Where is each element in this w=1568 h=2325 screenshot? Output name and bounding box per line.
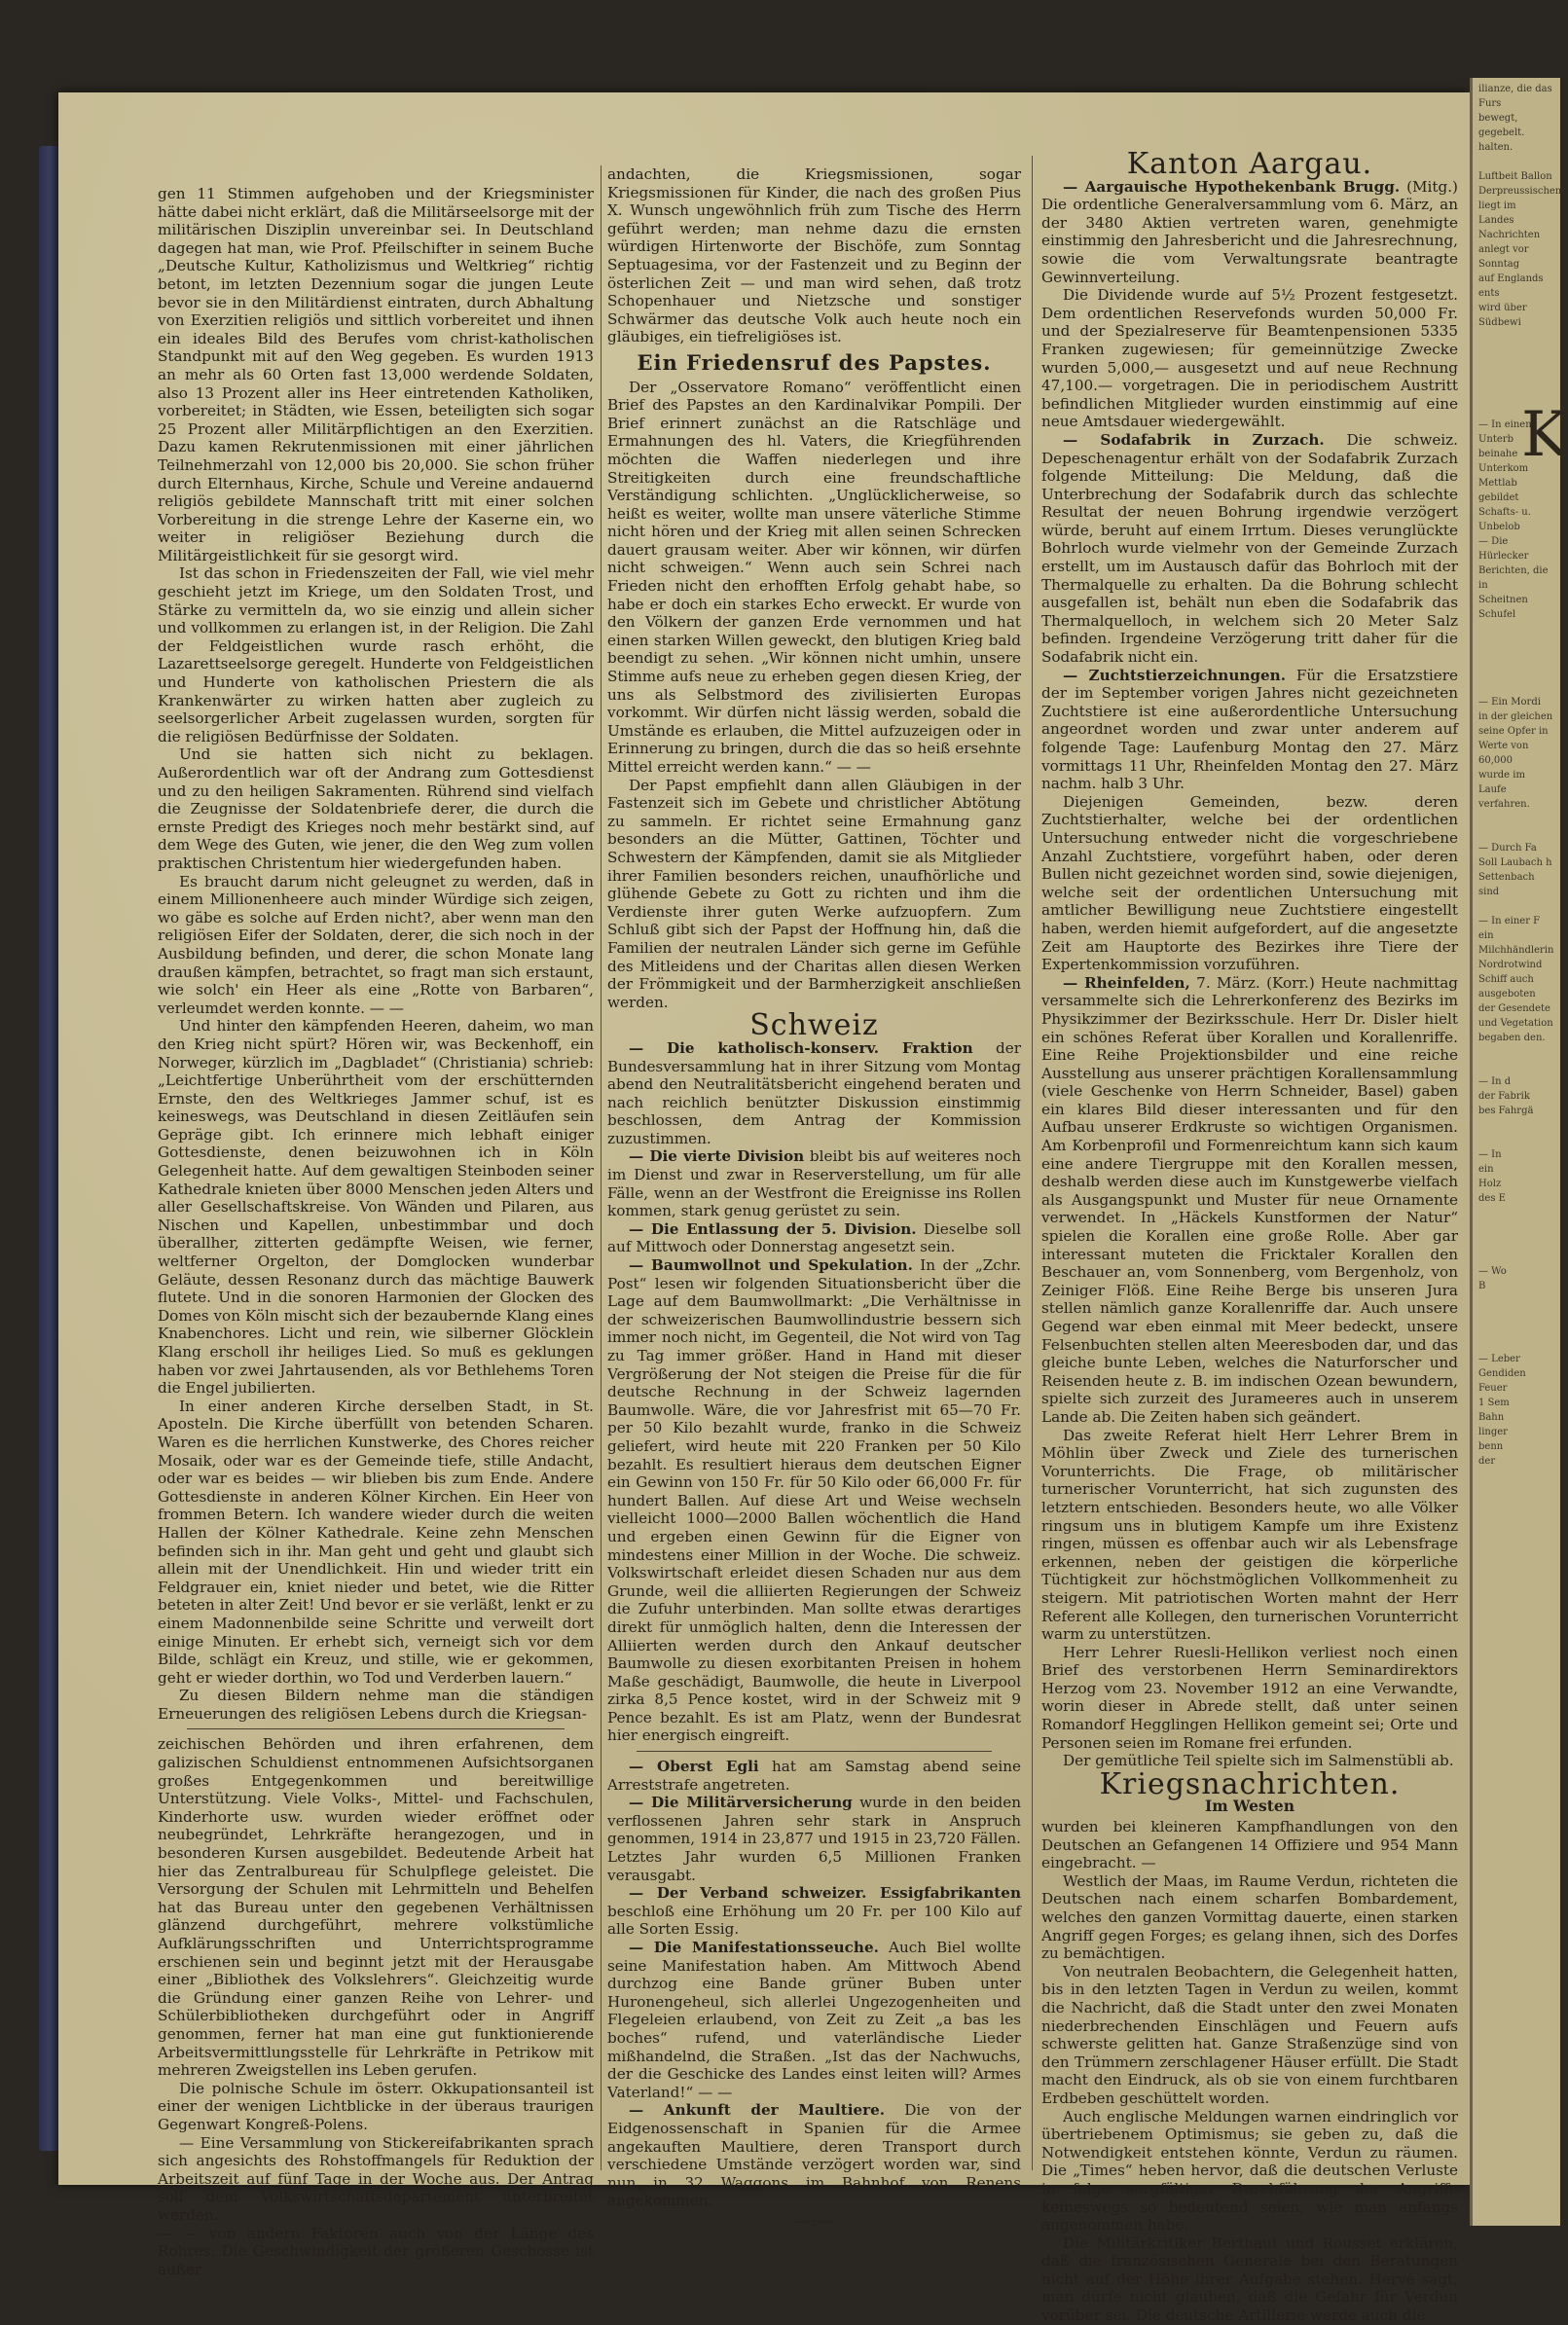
article-paragraph: Westlich der Maas, im Raume Verdun, richteten die Deutschen nach einem scharfen Bombardement, welches den ganzen Vormittag dauerte, einen starken Angriff gegen Forges; es gelang ihnen, sich des Dorfes zu bemächtigen. xyxy=(1041,1871,1458,1963)
section-divider xyxy=(637,1751,992,1752)
article-paragraph: — — von andern Faktoren auch von der Länge des Rohres. Die Geschwindigkeit der größeren Geschosse ist außer xyxy=(158,2224,594,2278)
item-text: In der „Zchr. Post“ lesen wir folgenden Situationsbericht über die Lage auf dem Baumwollmarkt: „Die Verhältnisse in der schweizerischen Baumwollindustrie bessern sich immer noch nicht, im Gegenteil, die Not wird von Tag zu Tag immer größer. Hand in Hand mit dieser Vergrößerung der Not steigen die Preise für die für deutsche Rechnung in der Schweiz lagernden Baumwolle. Wäre, die vor Jahresfrist mit 65—70 Fr. per 50 Kilo bezahlt wurde, franko in die Schweiz geliefert, wird heute mit 220 Franken per 50 Kilo bezahlt. Es resultiert hieraus dem deutschen Eigner ein Gewinn von 150 Fr. für 50 Kilo oder 66,000 Fr. für hundert Ballen. Auf diese Art und Weise wechseln vielleicht 1000—2000 Ballen wöchentlich die Hand und ergeben einen Gewinn für die Eigner von mindestens einer Million in der Woche. Die schweiz. Volkswirtschaft erleidet diesen Schaden nur aus dem Grunde, weil die alliierten Regierungen der Schweiz die Zufuhr unterbinden. Man sollte etwas derartiges direkt für unmöglich halten, denn die Interessen der Alliierten werden durch den Ankauf deutscher Baumwolle zu diesen exorbitanten Preisen in hohem Maße geschädigt, Baumwolle, die heute in Liverpool zirka 8,5 Pence kostet, wird in der Schweiz mit 9 Pence bezahlt. Es ist am Platz, wenn der Bundesrat hier energisch eingreift. xyxy=(607,1256,1021,1745)
item-text: bleibt bis auf weiteres noch im Dienst und zwar in Reserverstellung, um für alle Fälle, wenn an der Westfront die Ereignisse ins Rollen kommen, stark genug gerüstet zu sein. xyxy=(607,1147,1021,1220)
article-paragraph: andachten, die Kriegsmissionen, sogar Kriegsmissionen für Kinder, die nach des großen Pius X. Wunsch ungewöhnlich früh zum Tische des Herrn geführt werden; man nehme dazu die ernsten würdigen Hirtenworte der Bischöfe, zum Sonntag Septuagesima, vor der Fastenzeit und zu Beginn der österlichen Zeit — und man wird sehen, daß trotz Schopenhauer und Nietzsche und sonstiger Schwärmer das deutsche Volk auch heute noch ein gläubiges, ein tiefreligiöses ist. xyxy=(607,165,1021,346)
item-text: wurde in den beiden verflossenen Jahren sehr stark in Anspruch genommen, 1914 in 23,877 und 1915 in 23,720 Fällen. Letztes Jahr wurden 6,5 Millionen Franken verausgabt. xyxy=(607,1794,1021,1884)
column-1 xyxy=(158,185,594,2278)
item-lead: — Die Entlassung der 5. Division. xyxy=(629,1219,917,1238)
column-2 xyxy=(607,165,1022,2230)
headline-friedensruf: Ein Friedensruf des Papstes. xyxy=(637,349,992,375)
section-heading-kriegsnachrichten: Kriegsnachrichten. xyxy=(1099,1766,1401,1801)
adjacent-page-edge xyxy=(1470,78,1568,2226)
article-paragraph: zeichischen Behörden und ihren erfahrenen, dem galizischen Schuldienst entnommenen Aufsichtsorganen großes Entgegenkommen und bereitwillige Unterstützung. Viele Volks-, Mittel- und Fachschulen, Kinderhorte usw. wurden wieder eröffnet oder neubegründet, Lehrkräfte herangezogen, und in besonderen Kursen ausgebildet. Bedeutende Arbeit hat hier das Zentralbureau für Schulpflege geleistet. Die Versorgung der Schulen mit Lehrmitteln und Behelfen hat das Bureau unter den gegebenen Verhältnissen glänzend durchgeführt, mehrere volkstümliche Aufklärungsschriften und Unterrichtsprogramme erschienen sein und beginnt jetzt mit der Herausgabe einer „Bibliothek des Volkslehrers“. Gleichzeitig wurde die Gründung einer ganzen Reihe von Lehrer- und Schülerbibliotheken durchgeführt oder in Angriff genommen, ferner hat man eine gut funktionierende Arbeitsvermittlungsstelle für Lehrkräfte in Petrikow mit mehreren Zweigstellen ins Leben gerufen. xyxy=(158,1735,594,2080)
book-spine xyxy=(39,146,60,2151)
article-paragraph: Die Militärkritiker Berthaut und Rousset erklären, daß die französischen Generale bei den Beratungen nicht auf der Höhe ihrer Aufgabe stehen. Hervé sagt, man dürfe nicht glauben, daß die Gefahr für Verdun vorüber sei. Die deutsche Artillerie werde auch die xyxy=(1041,2234,1458,2325)
item-lead: — Aargauische Hypothekenbank Brugg. xyxy=(1063,177,1401,196)
adjacent-page-fragments: ilianze, die das Furs bewegt, gegebelt. halten. Luftbeit Ballon Derpreussischen liegt im Landes Nachrichten anlegt vor Sonntag auf Englands ents wird über Südbewi — In einem Unterb beinahe Unterkom Mettlab gebildet Schafts- u. Unbelob — Die Hürlecker Berichten, die in Scheitnen Schufel — Ein Mordi in der gleichen seine Opfer in Werte von 60,000 wurde im Laufe verfahren. — Durch Fa Soll Laubach h Settenbach sind — In einer F ein Milchhändlerin Nordrotwind Schiff auch ausgeboten der Gesendete und Vegetation begaben den. — In d der Fabrik bes Fahrgä — In ein Holz des E — Wo B — Leber Gendiden Feuer 1 Sem Bahn linger benn der xyxy=(1478,84,1562,1467)
item-lead: — Der Verband schweizer. Essigfabrikanten xyxy=(629,1884,1021,1903)
item-text: Die von der Eidgenossenschaft in Spanien für die Armee angekauften Maultiere, deren Transport durch verschiedene Umstände verzögert worden war, sind nun in 32 Waggons im Bahnhof von Renens angekommen. xyxy=(607,2101,1021,2210)
section-heading-schweiz: Schweiz xyxy=(749,1008,879,1043)
column-3 xyxy=(1041,147,1458,2325)
article-paragraph: Und hinter den kämpfenden Heeren, daheim, wo man den Krieg nicht spürt? Hören wir, was Beckenhoff, ein Norweger, kürzlich im „Dagbladet“ (Christiania) schrieb: „Leichtfertige Unberührtheit vom der erschütternden Ernste, den des Weltkrieges Jammer schuf, ist es keineswegs, was Deutschland in diesen Zeitläufen sein Gepräge gibt. Ich erinnere mich lebhaft einiger Gottesdienste, denen beizuwohnen ich in Köln Gelegenheit hatte. Auf dem gewaltigen Steinboden seiner Kathedrale knieten über 8000 Menschen jeden Alters und aller Gesellschaftskreise. Von Wänden und Pilaren, aus Nischen und Kapellen, unbestimmbar und doch überallher, zitterten gedämpfte Weisen, wie ferner, weltferner Orgelton, der Domglocken wunderbar Geläute, dessen Resonanz durch das mächtige Bauwerk flutete. Und in die sonoren Harmonien der Glocken des Domes von Köln mischt sich der bezaubernde Klang eines Knabenchores. Licht und rein, wie silberner Glöcklein Klang erscholl ihr heiliges Lied. So muß es geklungen haben vor zwei Jahrtausenden, als vor Bethlehems Toren die Engel jubilierten. xyxy=(158,1017,594,1398)
item-lead: — Ankunft der Maultiere. xyxy=(629,2101,886,2120)
article-paragraph: Es braucht darum nicht geleugnet zu werden, daß in einem Millionenheere auch minder Würdige sich zeigen, wo gäbe es solche auf Erden nicht?, aber wenn man den religiösen Eifer der Soldaten, derer, die sich noch in der Ausbildung befinden, und derer, die schon Monate lang draußen kämpfen, betrachtet, so fragt man sich erstaunt, wie solch' ein Heer als eine „Rotte von Barbaren“, verleumdet werden konnte. — — xyxy=(158,872,594,1017)
article-paragraph: Die polnische Schule im österr. Okkupationsanteil ist einer der wenigen Lichtblicke in der überaus traurigen Gegenwart Kongreß-Polens. xyxy=(158,2079,594,2133)
article-paragraph: Diejenigen Gemeinden, bezw. deren Zuchtstierhalter, welche bei der ordentlichen Untersuchung entweder nicht die vorgeschriebene Anzahl Zuchtstiere, vorgeführt haben, oder deren Bullen nicht gezeichnet worden sind, sowie diejenigen, welche seit der ordentlichen Untersuchung mit amtlicher Bewilligung neue Zuchtstiere eingestellt haben, werden hiemit aufgefordert, auf die angesetzte Zeit am Hauptorte des Bezirkes ihre Tiere der Expertenkommission vorzuführen. xyxy=(1041,792,1458,974)
section-heading-kanton-aargau: Kanton Aargau. xyxy=(1126,147,1373,181)
item-lead: — Die Manifestationsseuche. xyxy=(629,1939,879,1956)
item-text: 7. März. (Korr.) Heute nachmittag versammelte sich die Lehrerkonferenz des Bezirks im Physikzimmer der Bezirksschule. Herr Dr. Disler hielt ein schönes Referat über Korallen und Korallenriffe. Eine Reihe Projektionsbilder und eine reiche Ausstellung aus unserer prächtigen Korallensammlung (viele Geschenke von Herrn Schneider, Basel) gaben ein klares Bild dieser interessanten und für den Aufbau unserer Erdkruste so wichtigen Organismen. Am Korbenprofil und Formenreichtum kann sich kaum eine andere Tiergruppe mit den Korallen messen, deshalb werden diese auch im Kunstgewerbe vielfach als Ausgangspunkt und Muster für neue Ornamente verwendet. In „Häckels Kunstformen der Natur“ spielen die Korallen eine große Rolle. Aber gar interessant muteten die Fricktaler Korallen den Beschauer an, vom Sonnenberg, vom Bergenholz, von Zeiniger Flöß. Eine Reihe Berge bis unseren Jura stellen nämlich ganze Korallenriffe dar. Auch unsere Gegend war eben einmal mit Meer bedeckt, unsere Felsenbuchten stellen alten Meeresboden dar, und das gleiche bunte Leben, welches die Naturforscher und Reisenden heute z. B. im indischen Ozean bewundern, spielte sich zurzeit des Jurameeres auch in unserem Lande ab. Die Zeiten haben sich geändert. xyxy=(1041,973,1458,1426)
article-paragraph: Und sie hatten sich nicht zu beklagen. Außerordentlich war oft der Andrang zum Gottesdienst und zu den heiligen Sakramenten. Rührend sind vielfach die Zeugnisse der Soldatenbriefe derer, die durch die ernste Predigt des Krieges noch mehr bestärkt sind, auf dem Wege des Guten, wie jener, die den Weg zum vollen praktischen Christentum hier wiedergefunden haben. xyxy=(158,745,594,872)
end-separator: —:— xyxy=(793,2211,835,2230)
item-lead: — Die vierte Division xyxy=(629,1147,805,1166)
item-text: hat am Samstag abend seine Arreststrafe angetreten. xyxy=(607,1758,1022,1794)
item-lead: — Die katholisch-konserv. Fraktion xyxy=(629,1038,973,1057)
column-rule-1 xyxy=(601,165,602,2170)
item-text: Für die Ersatzstiere der im September vorigen Jahres nicht gezeichneten Zuchtstiere ist eine außerordentliche Untersuchung angeordnet worden und zwar unter anderem auf folgende Tage: Laufenburg Montag den 27. März vormittags 11 Uhr, Rheinfelden Montag den 27. März nachm. halb 3 Uhr. xyxy=(1041,666,1458,793)
article-paragraph: Der „Osservatore Romano“ veröffentlicht einen Brief des Papstes an den Kardinalvikar Pompili. Der Brief erinnert zunächst an die Ratschläge und Ermahnungen des hl. Vaters, die Kriegführenden möchten die Waffen niederlegen und ihre Streitigkeiten durch eine freundschaftliche Verständigung schlichten. „Unglücklicherweise, so heißt es weiter, wollte man unsere väterliche Stimme nicht hören und der Krieg mit allen seinen Schrecken dauert grausam weiter. Aber wir können, wir dürfen nicht schweigen.“ Wenn auch sein Schrei nach Frieden nicht den erhofften Erfolg gehabt habe, so habe er doch ein starkes Echo erweckt. Er wurde von den Völkern der ganzen Erde vernommen und hat einen starken Willen geweckt, den blutigen Krieg bald beendigt zu sehen. „Wir können nicht umhin, unsere Stimme aufs neue zu erheben gegen diesen Krieg, der uns als Selbstmord des zivilisierten Europas vorkommt. Wir dürfen nicht lässig werden, sobald die Umstände es erlauben, die Mittel aufzuzeigen oder in Erinnerung zu bringen, durch die das so heiß ersehnte Mittel erreicht werden kann.“ — — xyxy=(607,378,1021,776)
item-text: der Bundesversammlung hat in ihrer Sitzung vom Montag abend den Neutralitätsbericht eingehend beraten und nach reichlich benützter Diskussion einstimmig beschlossen, dem Antrag der Kommission zuzustimmen. xyxy=(607,1038,1021,1147)
item-text: Auch Biel wollte seine Manifestation haben. Am Mittwoch Abend durchzog eine Bande grüner Buben unter Huronengeheul, sich allerlei Ungezogenheiten und Flegeleien erlaubend, von Zeit zu Zeit „a bas les boches“ rufend, und vaterländische Lieder mißhandelnd, die Straßen. „Ist das der Nachwuchs, der die Geschicke des Landes einst leiten will? Armes Vaterland!“ — — xyxy=(607,1939,1021,2101)
column-rule-2 xyxy=(1032,156,1033,2170)
article-paragraph: Auch englische Meldungen warnen eindringlich vor übertriebenem Optimismus; sie geben zu, daß die Notwendigkeit entstehen könnte, Verdun zu räumen. Die „Times“ heben hervor, daß die deutschen Verluste in folge sorgfältiger Durchführung der Angriffe keineswegs so bedeutend seien, wie man anfangs angenommen habe. xyxy=(1041,2107,1458,2234)
item-text: beschloß eine Erhöhung um 20 Fr. per 100 Kilo auf alle Sorten Essig. xyxy=(607,1902,1021,1939)
article-paragraph: gen 11 Stimmen aufgehoben und der Kriegsminister hätte dabei nicht erklärt, daß die Militärseelsorge mit der militärischen Disziplin unvereinbar sei. In Deutschland dagegen hat man, wie Prof. Pfeilschifter in seinem Buche „Deutsche Kultur, Katholizismus und Weltkrieg“ richtig betont, im letzten Dezennium sogar die jungen Leute bevor sie in den Militärdienst eintraten, durch Abhaltung von Exerzitien religiös und sittlich vorbereitet und ihnen ein ideales Bild des Berufes vom christ-katholischen Standpunkt mit auf den Weg gegeben. Es wurden 1913 an mehr als 60 Orten fast 13,000 werdende Soldaten, also 13 Prozent aller ins Heer eintretenden Katholiken, vorbereitet; in Städten, wie Essen, beteiligten sich sogar 25 Prozent aller Militärpflichtigen an den Exerzitien. Dazu kamen Rekrutenmissionen mit einer jährlichen Teilnehmerzahl von 12,000 bis 20,000. Sie schon früher durch Elternhaus, Kirche, Schule und Vereine andauernd religiös gebildete Mannschaft tritt mit einer solchen Vorbereitung in die strenge Lehre der Kaserne ein, wo weiter in religiöser Beziehung durch die Militärgeistlichkeit für sie gesorgt wird. xyxy=(158,185,594,564)
item-text: Die schweiz. Depeschenagentur erhält von der Sodafabrik Zurzach folgende Mitteilung: Die Meldung, daß die Unterbrechung der Sodafabrik durch das schlechte Resultat der neuen Bohrung irgendwie verzögert würde, beruht auf einem Irrtum. Dieses verunglückte Bohrloch wurde vielmehr von der Gemeinde Zurzach erstellt, um im Austausch dafür das Bohrloch mit der Thermalquelle zu erhalten. Da die Bohrung schlecht ausgefallen ist, behält nun eben die Sodafabrik das Thermalquelloch, in welchem sich 20 Meter Salz befinden. Irgendeine Verzögerung tritt daher für die Sodafabrik nicht ein. xyxy=(1041,430,1458,667)
article-paragraph: Der gemütliche Teil spielte sich im Salmenstübli ab. xyxy=(1063,1752,1454,1770)
article-paragraph: Von neutralen Beobachtern, die Gelegenheit hatten, bis in den letzten Tagen in Verdun zu weilen, kommt die Nachricht, daß die Stadt unter den zwei Monaten niederbrechenden Einschlägen und Feuern aufs schwerste gelitten hat. Ganze Straßenzüge sind von den Trümmern zerschlagener Häuser erfüllt. Die Stadt macht den Eindruck, als ob sie von einem furchtbaren Erdbeben geschüttelt worden. xyxy=(1041,1962,1458,2107)
item-text: (Mitg.) Die ordentliche Generalversammlung vom 6. März, an der 3480 Aktien vertreten waren, genehmigte einstimmig den Jahresbericht und die Jahresrechnung, sowie die vom Verwaltungsrate beantragte Gewinnverteilung. xyxy=(1041,177,1458,286)
item-text: Dieselbe soll auf Mittwoch oder Donnerstag angesetzt sein. xyxy=(607,1219,1021,1256)
article-paragraph: Das zweite Referat hielt Herr Lehrer Brem in Möhlin über Zweck und Ziele des turnerischen Vorunterrichts. Die Frage, ob militärischer turnerischer Vorunterricht, hat sich zugunsten des letztern entschieden. Besonders heute, wo alle Völker ringsum uns in blutigem Kampfe um ihre Existenz ringen, müssen es offenbar auch wir als Lebensfrage erkennen, neben der geistigen die körperliche Tüchtigkeit zur höchstmöglichen Vollkommenheit zu steigern. Mit patriotischen Worten mahnt der Herr Referent alle Kollegen, den turnerischen Vorunterricht warm zu unterstützen. xyxy=(1041,1426,1458,1644)
section-divider xyxy=(187,1728,565,1729)
item-lead: — Die Militärversicherung xyxy=(629,1794,853,1812)
article-paragraph: Der Papst empfiehlt dann allen Gläubigen in der Fastenzeit sich im Gebete und christlicher Abtötung zu sammeln. Er richtet seine Ermahnung ganz besonders an die Mütter, Gattinen, Töchter und Schwestern der Kämpfenden, damit sie als Mitglieder ihrer Familien besonders reichen, unaufhörliche und glühende Gebete zu Gott zu richten und ihm die Verdienste ihrer guten Werke aufzuopfern. Zum Schluß gibt sich der Papst der Hoffnung hin, daß die Familien der neutralen Länder sich gerne im Gefühle des Mitleidens und der Charitas allen diesen Werken der Frömmigkeit und der Barmherzigkeit anschließen werden. xyxy=(607,776,1021,1011)
article-paragraph: Herr Lehrer Ruesli-Hellikon verliest noch einen Brief des verstorbenen Herrn Seminardirektors Herzog vom 23. November 1912 an eine Verwandte, worin dieser in Abrede stellt, daß unter seinen Romandorf Hegglingen Hellikon gemeint sei; Orte und Personen seien im Romane frei erfunden. xyxy=(1041,1643,1458,1752)
subheading-im-westen: Im Westen xyxy=(1204,1797,1295,1816)
item-lead: — Oberst Egli xyxy=(629,1758,759,1776)
article-paragraph: — Eine Versammlung von Stickereifabrikanten sprach sich angesichts des Rohstoffmangels für Reduktion der Arbeitszeit auf fünf Tage in der Woche aus. Der Antrag soll dem Volkswirtschaftsdepartement unterbreitet werden. xyxy=(158,2133,594,2224)
item-lead: — Baumwollnot und Spekulation. xyxy=(629,1256,913,1275)
article-paragraph: Ist das schon in Friedenszeiten der Fall, wie viel mehr geschieht jetzt im Kriege, um den Soldaten Trost, und Stärke zu vermitteln da, wo sie einzig und allein sicher und vollkommen zu erlangen ist, in der Religion. Die Zahl der Feldgeistlichen wurde rasch erhöht, die Lazarettseelsorge geregelt. Hunderte von Feldgeistlichen und Hunderte von katholischen Priestern die als Krankenwärter zu wirken hatten aber zugleich zu seelsorgerlicher Arbeit zugelassen wurden, sorgten für die religiösen Bedürfnisse der Soldaten. xyxy=(158,564,594,745)
article-paragraph: In einer anderen Kirche derselben Stadt, in St. Aposteln. Die Kirche überfüllt von betenden Scharen. Waren es die herrlichen Kunstwerke, des Chores reicher Mosaik, oder war es der Gemeinde tiefe, stille Andacht, oder war es beides — wir blieben bis zum Ende. Andere Gottesdienste in anderen Kölner Kirchen. Ein Heer von frommen Betern. Ich wandere wieder durch die weiten Hallen der Kölner Kathedrale. Keine zehn Menschen befinden sich in ihr. Man geht und geht und glaubt sich allein mit der Unendlichkeit. Hin und wieder tritt ein Feldgrauer ein, kniet nieder und betet, wie die Ritter beteten in alter Zeit! Und bevor er sie verläßt, lenkt er zu einem Madonnenbilde seine Schritte und verweilt dort einige Minuten. Er erhebt sich, verneigt sich vor dem Bilde, schlägt ein Kreuz, und stille, wie er gekommen, geht er wieder dorthin, wo Tod und Verderben lauern.“ xyxy=(158,1397,594,1687)
article-paragraph: Die Dividende wurde auf 5½ Prozent festgesetzt. Dem ordentlichen Reservefonds wurden 50,000 Fr. und der Spezialreserve für Beamtenpensionen 5335 Franken zugewiesen; für gemeinnützige Zwecke wurden 5,000,— ausgesetzt und auf neue Rechnung 47,100.— vorgetragen. Die in periodischem Austritt befindlichen Mitglieder wurden einstimmig auf eine neue Amtsdauer wiedergewählt. xyxy=(1041,286,1458,431)
item-lead: — Rheinfelden, xyxy=(1063,973,1190,992)
article-paragraph: wurden bei kleineren Kampfhandlungen von den Deutschen an Gefangenen 14 Offiziere und 954 Mann eingebracht. — xyxy=(1041,1818,1458,1872)
item-lead: — Sodafabrik in Zurzach. xyxy=(1063,430,1325,449)
article-paragraph: Zu diesen Bildern nehme man die ständigen Erneuerungen des religiösen Lebens durch die Kriegsan- xyxy=(158,1687,594,1723)
adjacent-page-initial: K xyxy=(1521,399,1568,471)
item-lead: — Zuchtstierzeichnungen. xyxy=(1063,666,1287,684)
